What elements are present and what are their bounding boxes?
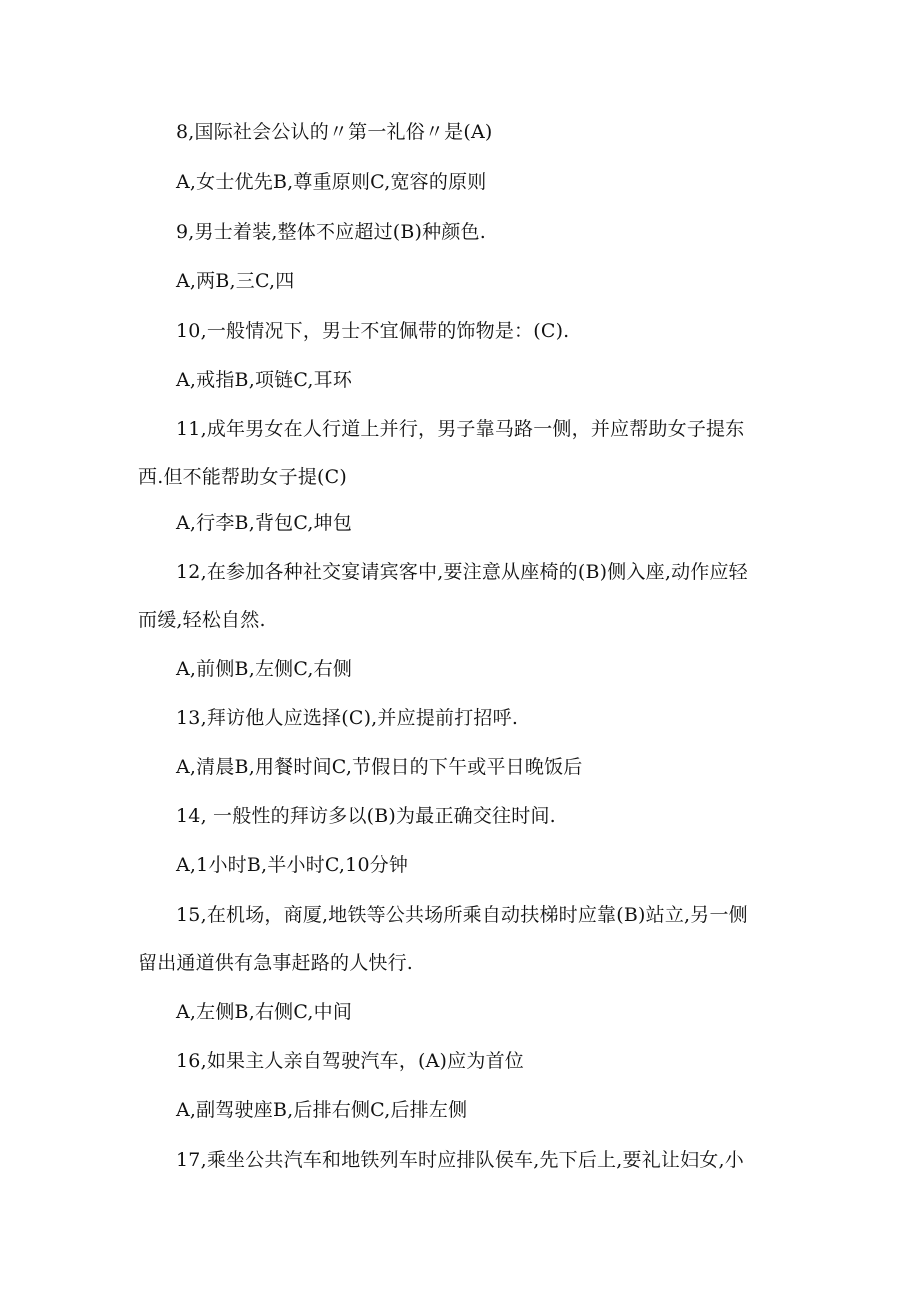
question-13: 13,拜访他人应选择(C),并应提前打招呼. [176, 707, 519, 729]
question-14-options: A,1小时B,半小时C,10分钟 [176, 854, 409, 876]
question-9: 9,男士着装,整体不应超过(B)种颜色. [176, 221, 486, 243]
question-14: 14, 一般性的拜访多以(B)为最正确交往时间. [176, 805, 556, 827]
question-12-continued: 而缓,轻松自然. [138, 609, 266, 631]
question-8: 8,国际社会公认的〃第一礼俗〃是(A) [176, 121, 493, 143]
question-10-options: A,戒指B,项链C,耳环 [176, 369, 353, 391]
question-11-continued: 西.但不能帮助女子提(C) [138, 466, 348, 488]
question-17: 17,乘坐公共汽车和地铁列车时应排队侯车,先下后上,要礼让妇女,小 [176, 1149, 744, 1171]
question-15-continued: 留出通道供有急事赶路的人快行. [138, 952, 414, 974]
question-9-options: A,两B,三C,四 [176, 270, 295, 292]
question-16-options: A,副驾驶座B,后排右侧C,后排左侧 [176, 1099, 468, 1121]
question-10: 10,一般情况下，男士不宜佩带的饰物是：(C). [176, 320, 570, 342]
question-8-options: A,女士优先B,尊重原则C,宽容的原则 [176, 171, 487, 193]
question-12-options: A,前侧B,左侧C,右侧 [176, 658, 353, 680]
question-15-options: A,左侧B,右侧C,中间 [176, 1001, 353, 1023]
question-12: 12,在参加各种社交宴请宾客中,要注意从座椅的(B)侧入座,动作应轻 [176, 561, 748, 583]
question-16: 16,如果主人亲自驾驶汽车，(A)应为首位 [176, 1050, 524, 1072]
question-13-options: A,清晨B,用餐时间C,节假日的下午或平日晚饭后 [176, 756, 583, 778]
question-11-options: A,行李B,背包C,坤包 [176, 512, 353, 534]
question-11: 11,成年男女在人行道上并行，男子靠马路一侧，并应帮助女子提东 [176, 418, 745, 440]
question-15: 15,在机场，商厦,地铁等公共场所乘自动扶梯时应靠(B)站立,另一侧 [176, 904, 748, 926]
